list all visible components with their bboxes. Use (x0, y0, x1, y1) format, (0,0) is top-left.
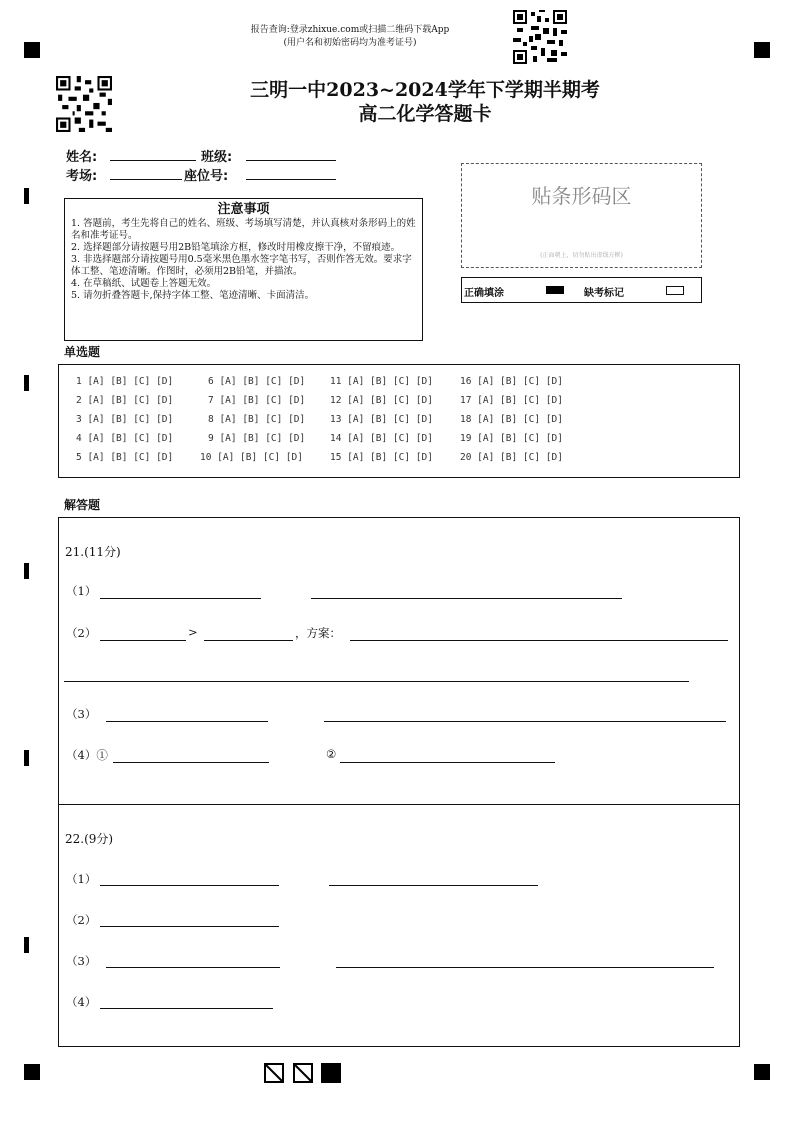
slash-box-mark (264, 1063, 284, 1083)
q22-part2-answer[interactable] (100, 926, 279, 927)
mc-question-11[interactable]: 11 [A] [B] [C] [D] (330, 376, 433, 387)
notice-item: 3. 非选择题部分请按题号用0.5毫米黑色墨水签字笔书写，否则作答无效。要求字体工整、笔迹清晰。作图时，必须用2B铅笔，并描浓。 (71, 254, 412, 277)
title-line-1: 三明一中2023~2024学年下学期半期考 (250, 79, 600, 101)
mc-question-7[interactable]: 7 [A] [B] [C] [D] (208, 395, 306, 406)
q22-part3-label: （3） (66, 954, 97, 968)
mc-question-2[interactable]: 2 [A] [B] [C] [D] (76, 395, 174, 406)
mc-question-18[interactable]: 18 [A] [B] [C] [D] (460, 414, 563, 425)
mc-question-6[interactable]: 6 [A] [B] [C] [D] (208, 376, 306, 387)
mc-question-12[interactable]: 12 [A] [B] [C] [D] (330, 395, 433, 406)
answer-section-label: 解答题 (64, 498, 101, 512)
mc-question-9[interactable]: 9 [A] [B] [C] [D] (208, 433, 306, 444)
name-field[interactable] (110, 160, 196, 161)
q21-part1-label: （1） (66, 584, 97, 598)
q22-part3-answer-b[interactable] (336, 967, 714, 968)
q22-part1-answer-b[interactable] (329, 885, 538, 886)
corner-mark-top-right (754, 42, 770, 58)
filled-box-mark (321, 1063, 341, 1083)
mc-question-17[interactable]: 17 [A] [B] [C] [D] (460, 395, 563, 406)
seat-field[interactable] (246, 179, 336, 180)
q22-part2-label: （2） (66, 913, 97, 927)
q21-part2-answer-b[interactable] (204, 640, 293, 641)
q21-heading: 21.(11分) (65, 545, 121, 559)
absent-mark-label: 缺考标记 (584, 288, 624, 299)
corner-mark-top-left (24, 42, 40, 58)
side-mark (24, 750, 29, 766)
q21-part2-gt: > (188, 625, 198, 639)
q21-part1-answer-a[interactable] (100, 598, 261, 599)
q22-part3-answer-a[interactable] (106, 967, 280, 968)
mc-question-15[interactable]: 15 [A] [B] [C] [D] (330, 452, 433, 463)
correct-fill-sample (546, 286, 564, 294)
mc-question-19[interactable]: 19 [A] [B] [C] [D] (460, 433, 563, 444)
page-title (170, 78, 680, 126)
side-mark (24, 375, 29, 391)
mc-question-5[interactable]: 5 [A] [B] [C] [D] (76, 452, 174, 463)
q21-part2-plan-answer-continued[interactable] (64, 681, 689, 682)
side-mark (24, 937, 29, 953)
corner-mark-bottom-right (754, 1064, 770, 1080)
hint-line-2: (用户名和初始密码均为准考证号) (283, 38, 417, 48)
class-label: 班级: (201, 150, 233, 165)
q21-part3-answer-b[interactable] (324, 721, 726, 722)
class-field[interactable] (246, 160, 336, 161)
fill-legend (461, 277, 702, 303)
notice-box (64, 198, 423, 341)
title-line-2: 高二化学答题卡 (358, 103, 492, 125)
barcode-label: 贴条形码区 (531, 184, 632, 208)
mc-question-20[interactable]: 20 [A] [B] [C] [D] (460, 452, 563, 463)
mc-question-14[interactable]: 14 [A] [B] [C] [D] (330, 433, 433, 444)
notice-item: 5. 请勿折叠答题卡,保持字体工整、笔迹清晰、卡面清洁。 (71, 290, 315, 301)
notice-title: 注意事项 (217, 202, 270, 217)
slash-box-mark (293, 1063, 313, 1083)
side-mark (24, 563, 29, 579)
q21-part4-answer-b[interactable] (340, 762, 555, 763)
room-label: 考场: (66, 169, 98, 184)
q21-part3-label: （3） (66, 707, 97, 721)
q22-heading: 22.(9分) (65, 832, 114, 846)
q21-part4-label-b: ② (326, 747, 337, 761)
notice-item: 4. 在草稿纸、试题卷上答题无效。 (71, 278, 217, 289)
q22-part1-label: （1） (66, 872, 97, 886)
seat-label: 座位号: (184, 169, 229, 184)
q22-part4-label: （4） (66, 995, 97, 1009)
mc-question-4[interactable]: 4 [A] [B] [C] [D] (76, 433, 174, 444)
q21-part2-plan-label: ，方案： (295, 626, 341, 640)
mc-question-3[interactable]: 3 [A] [B] [C] [D] (76, 414, 174, 425)
q22-part1-answer-a[interactable] (100, 885, 279, 886)
mc-question-16[interactable]: 16 [A] [B] [C] [D] (460, 376, 563, 387)
q22-part4-answer[interactable] (100, 1008, 273, 1009)
absent-mark-box[interactable] (666, 286, 684, 295)
mc-question-1[interactable]: 1 [A] [B] [C] [D] (76, 376, 174, 387)
barcode-note: (正面朝上，切勿贴出虚线方框) (540, 252, 623, 259)
corner-mark-bottom-left (24, 1064, 40, 1080)
header-hint (200, 24, 500, 50)
q21-part4-label: （4）① (66, 748, 108, 762)
q21-part2-answer-a[interactable] (100, 640, 186, 641)
notice-item: 2. 选择题部分请按题号用2B铅笔填涂方框，修改时用橡皮擦干净，不留痕迹。 (71, 242, 401, 253)
qr-code-top (513, 10, 567, 64)
correct-fill-label: 正确填涂 (464, 288, 504, 299)
barcode-area (461, 163, 702, 268)
mc-section-label: 单选题 (64, 345, 101, 359)
q21-part4-answer-a[interactable] (113, 762, 269, 763)
room-field[interactable] (110, 179, 182, 180)
q21-part2-label: （2） (66, 626, 97, 640)
mc-question-8[interactable]: 8 [A] [B] [C] [D] (208, 414, 306, 425)
qr-code-left (56, 76, 112, 132)
q21-part3-answer-a[interactable] (106, 721, 268, 722)
mc-question-13[interactable]: 13 [A] [B] [C] [D] (330, 414, 433, 425)
side-mark (24, 188, 29, 204)
mc-question-10[interactable]: 10 [A] [B] [C] [D] (200, 452, 303, 463)
notice-item: 1. 答题前，考生先将自己的姓名、班级、考场填写清楚，并认真核对条形码上的姓名和准考证号。 (71, 218, 416, 241)
q21-part2-plan-answer[interactable] (350, 640, 728, 641)
hint-line-1: 报告查询:登录zhixue.com或扫描二维码下载App (250, 25, 450, 35)
name-label: 姓名: (66, 150, 98, 165)
q21-part1-answer-b[interactable] (311, 598, 622, 599)
